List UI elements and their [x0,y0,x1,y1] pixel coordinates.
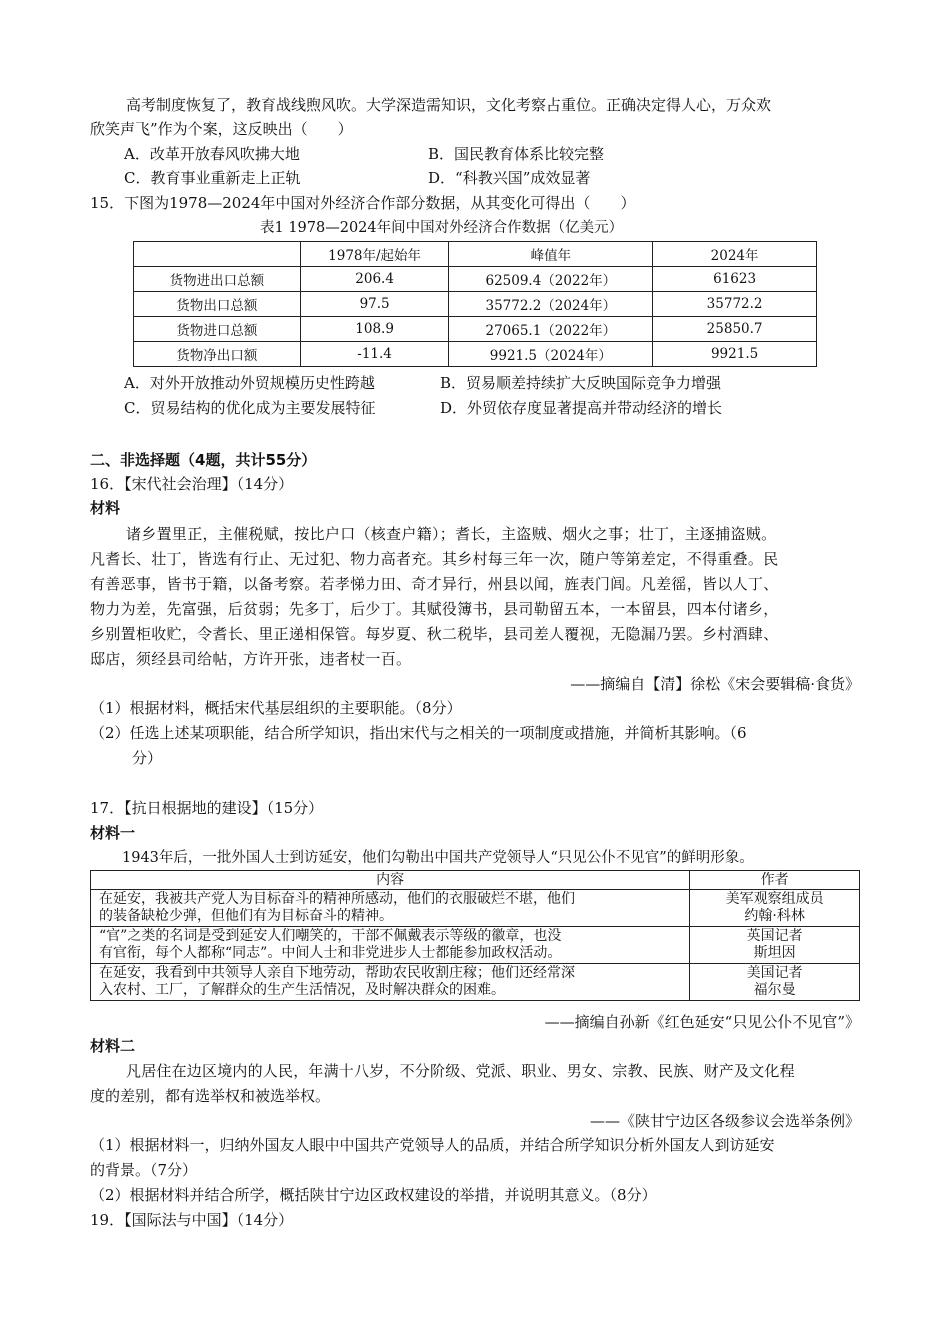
q16-material-line: 乡别置柜收贮，令耆长、里正递相保管。每岁夏、秋二税毕，县司差人覆视，无隐漏乃罢。乡村酒肆、 [90,625,779,643]
table-cell-author [690,890,860,927]
table-cell: 货物净出口额 [134,342,301,367]
table-cell: 27065.1（2022年） [449,317,653,342]
q17-title: 17．【抗日根据地的建设】（15分） [90,799,324,817]
content-line: 的装备缺枪少弹，但他们有为目标奋斗的精神。 [99,908,393,924]
section-2-title: 二、非选择题（4题，共计55分） [90,451,317,469]
table-cell-content [91,890,690,927]
q17-material2-line-1: 凡居住在边区境内的人民，年满十八岁，不分阶级、党派、职业、男女、宗教、民族、财产及文化程 [126,1062,795,1080]
q17-material2-label: 材料二 [90,1037,136,1055]
q17-material1-source: ——摘编自孙新《红色延安“只见公仆不见官”》 [544,1013,860,1031]
q16-sub-question-1: （1）根据材料，概括宋代基层组织的主要职能。（8分） [90,699,462,717]
q16-material-line: 有善恶事，皆书于籍，以备考察。若孝悌力田、奇才异行，州县以闻，旌表门闾。凡差徭，皆以人丁、 [90,575,779,593]
q14-option-a: A．改革开放春风吹拂大地 [124,145,300,163]
table-cell-author [690,964,860,1001]
q17-sub-question-1: （1）根据材料一，归纳外国友人眼中中国共产党领导人的品质，并结合所学知识分析外国友人到访延安 [90,1136,775,1154]
table-header-cell [134,242,301,267]
table-cell: 62509.4（2022年） [449,267,653,292]
q16-material-line: 邸店，须经县司给帖，方许开张，违者杖一百。 [90,650,412,668]
table-cell: 25850.7 [653,317,817,342]
table-header-cell: 2024年 [653,242,817,267]
q16-sub-question-2: （2）任选上述某项职能，结合所学知识，指出宋代与之相关的一项制度或措施，并简析其影响。（6 [90,724,747,742]
content-line: 在延安，我被共产党人为目标奋斗的精神所感动，他们的衣服破烂不堪，他们 [99,891,575,907]
table-header-row [134,242,817,267]
intro-line-1: 高考制度恢复了，教育战线煦风吹。大学深造需知识，文化考察占重位。正确决定得人心，万众欢 [126,96,772,114]
q15-option-d: D．外贸依存度显著提高并带动经济的增长 [440,399,723,417]
table-cell: 货物进出口总额 [134,267,301,292]
q15-option-c: C．贸易结构的优化成为主要发展特征 [124,399,376,417]
table-cell: 108.9 [300,317,449,342]
table-row [134,342,817,367]
q14-option-c: C．教育事业重新走上正轨 [124,169,301,187]
table-header-cell: 峰值年 [449,242,653,267]
q17-material1-label: 材料一 [90,824,136,842]
table-row [134,267,817,292]
table-cell: 35772.2（2024年） [449,292,653,317]
table-cell-content [91,964,690,1001]
q14-option-b: B．国民教育体系比较完整 [428,145,605,163]
table-cell: 35772.2 [653,292,817,317]
table-cell: 206.4 [300,267,449,292]
q16-title: 16．【宋代社会治理】（14分） [90,475,294,493]
q17-material1-intro: 1943年后，一批外国人士到访延安，他们勾勒出中国共产党领导人“只见公仆不见官”的鲜明形象。 [122,850,754,866]
author-line: 约翰·科林 [744,908,805,924]
q17-sub-question-2: （2）根据材料并结合所学，概括陕甘宁边区政权建设的举措，并说明其意义。（8分） [90,1186,657,1204]
table-cell: 9921.5（2024年） [449,342,653,367]
q16-material-line: 诸乡置里正，主催税赋，按比户口（核查户籍）；耆长，主盗贼、烟火之事；壮丁，主逐捕盗贼。 [126,525,777,543]
table-header-cell: 1978年/起始年 [300,242,449,267]
q17-material2-source: ——《陕甘宁边区各级参议会选举条例》 [589,1112,860,1130]
q16-material-label: 材料 [90,499,121,517]
table-row [91,890,860,927]
q15-table-caption: 表1 1978—2024年间中国对外经济合作数据（亿美元） [260,220,624,236]
table-header-cell: 作者 [690,871,860,890]
table-cell: 货物进口总额 [134,317,301,342]
q16-source: ——摘编自【清】徐松《宋会要辑稿·食货》 [570,675,860,693]
table-cell: 9921.5 [653,342,817,367]
q15-stem: 15．下图为1978—2024年中国对外经济合作部分数据，从其变化可得出（ ） [90,194,636,212]
author-line: 英国记者 [746,928,803,944]
author-line: 美军观察组成员 [725,891,824,907]
table-row [91,964,860,1001]
q19-title: 19．【国际法与中国】（14分） [90,1211,294,1229]
q16-material-line: 凡耆长、壮丁，皆选有行止、无过犯、物力高者充。其乡村每三年一次，随户等第差定，不得重叠。民 [90,550,779,568]
visitors-table [90,870,860,1001]
table-row [134,292,817,317]
author-line: 斯坦因 [753,945,796,961]
content-line: 入农村、工厂，了解群众的生产生活情况，及时解决群众的困难。 [99,982,505,998]
q17-material2-line-2: 度的差别，都有选举权和被选举权。 [90,1087,331,1105]
q16-material-line: 物力为差，先富强，后贫弱；先多丁，后少丁。其赋役簿书，县司勒留五本，一本留县，四本付诸乡， [90,600,779,618]
content-line: “官”之类的名词是受到延安人们嘲笑的，干部不佩戴表示等级的徽章，也没 [99,928,562,944]
q17-sub-question-1-cont: 的背景。（7分） [90,1161,198,1179]
table-header-cell: 内容 [91,871,690,890]
content-line: 在延安，我看到中共领导人亲自下地劳动，帮助农民收割庄稼；他们还经常深 [99,965,575,981]
table-cell: -11.4 [300,342,449,367]
table-cell: 97.5 [300,292,449,317]
trade-data-table [133,241,817,367]
table-row [134,317,817,342]
table-cell: 61623 [653,267,817,292]
intro-line-2: 欣笑声飞”作为个案，这反映出（ ） [90,120,353,138]
q15-option-a: A．对外开放推动外贸规模历史性跨越 [124,374,375,392]
table-cell-content [91,927,690,964]
table-cell: 货物出口总额 [134,292,301,317]
q14-option-d: D．“科教兴国”成效显著 [428,169,591,187]
table-cell-author [690,927,860,964]
author-line: 福尔曼 [753,982,796,998]
table-header-row [91,871,860,890]
q15-option-b: B．贸易顺差持续扩大反映国际竞争力增强 [440,374,722,392]
q16-sub-question-2-cont: 分） [132,749,163,767]
author-line: 美国记者 [746,965,803,981]
content-line: 有官衔，每个人都称“同志”。中间人士和非党进步人士都能参加政权活动。 [99,945,562,961]
table-row [91,927,860,964]
